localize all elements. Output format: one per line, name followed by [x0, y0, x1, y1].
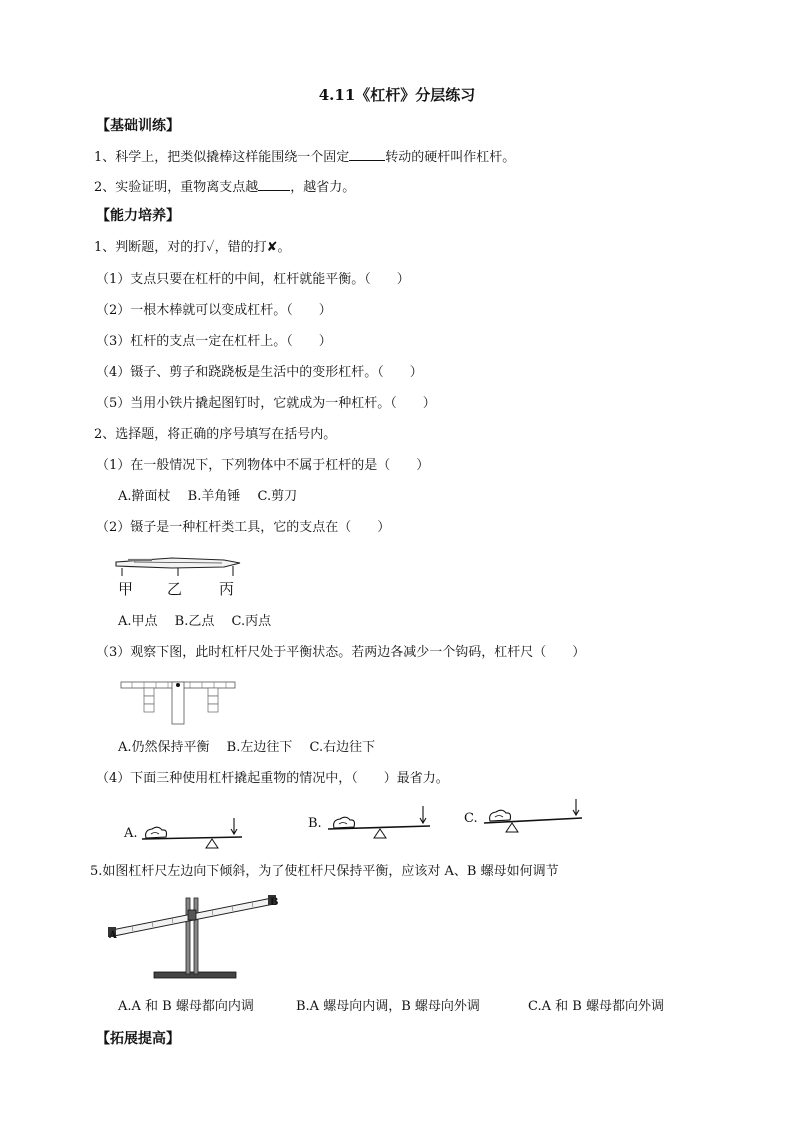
lever-option-b-label: B.: [308, 816, 322, 831]
q5-option-b: B.A 螺母向内调，B 螺母向外调: [296, 999, 480, 1014]
section-extend: 【拓展提高】: [96, 1031, 180, 1047]
q5-option-c: C.A 和 B 螺母都向外调: [528, 999, 664, 1014]
choice-q3: （3）观察下图，此时杠杆尺处于平衡状态。若两边各减少一个钩码，杠杆尺（ ）: [96, 645, 586, 660]
basic-q1-post: 转动的硬杆叫作杠杆。: [385, 150, 516, 165]
choice-q1: （1）在一般情况下，下列物体中不属于杠杆的是（ ）: [96, 458, 430, 473]
basic-question-2: [94, 178, 355, 196]
choice-q3-options: A.仍然保持平衡 B.左边往下 C.右边往下: [118, 740, 376, 755]
judge-item-5: （5）当用小铁片撬起图钉时，它就成为一种杠杆。（ ）: [96, 396, 436, 411]
answer-blank[interactable]: [349, 148, 385, 161]
nut-a-label: A: [109, 930, 117, 941]
judge-item-2: （2）一根木棒就可以变成杠杆。（ ）: [96, 303, 332, 318]
choice-q2-options: A.甲点 B.乙点 C.丙点: [118, 614, 272, 629]
tweezers-label-jia: 甲: [118, 580, 134, 598]
choice-heading: 2、选择题，将正确的序号填写在括号内。: [94, 427, 337, 442]
lever-option-b-figure: [328, 802, 432, 842]
tilted-lever-stand-figure: [108, 890, 288, 988]
lever-option-a-label: A.: [124, 826, 138, 841]
basic-q1-pre: 1、科学上，把类似撬棒这样能围绕一个固定: [94, 150, 350, 165]
q5-option-a: A.A 和 B 螺母都向内调: [118, 999, 254, 1014]
lever-option-c-figure: [484, 797, 584, 837]
section-basic: 【基础训练】: [96, 118, 180, 134]
section-ability: 【能力培养】: [96, 208, 180, 224]
choice-q1-options: A.擀面杖 B.羊角锤 C.剪刀: [118, 489, 298, 504]
page-title: 4.11《杠杆》分层练习: [318, 86, 476, 104]
choice-q2: （2）镊子是一种杠杆类工具，它的支点在（ ）: [96, 520, 391, 535]
basic-q2-pre: 2、实验证明，重物离支点越: [94, 180, 259, 195]
choice-q4: （4）下面三种使用杠杆撬起重物的情况中，（ ）最省力。: [96, 771, 449, 786]
nut-b-label: B: [270, 897, 279, 908]
judge-heading: 1、判断题，对的打✓，错的打✘。: [94, 240, 291, 255]
lever-ruler-figure: [120, 676, 238, 726]
judge-item-3: （3）杠杆的支点一定在杠杆上。（ ）: [96, 334, 332, 349]
tweezers-label-bing: 丙: [219, 580, 235, 598]
judge-item-1: （1）支点只要在杠杆的中间，杠杆就能平衡。（ ）: [96, 272, 410, 287]
basic-q2-post: ，越省力。: [290, 180, 356, 195]
tweezers-label-yi: 乙: [167, 580, 183, 598]
basic-question-1: [94, 148, 515, 166]
lever-option-c-label: C.: [464, 811, 478, 826]
answer-blank[interactable]: [258, 178, 290, 191]
lever-option-a-figure: [142, 812, 244, 852]
judge-item-4: （4）镊子、剪子和跷跷板是生活中的变形杠杆。（ ）: [96, 365, 423, 380]
question-5: 5.如图杠杆尺左边向下倾斜，为了使杠杆尺保持平衡，应该对 A、B 螺母如何调节: [90, 864, 559, 879]
